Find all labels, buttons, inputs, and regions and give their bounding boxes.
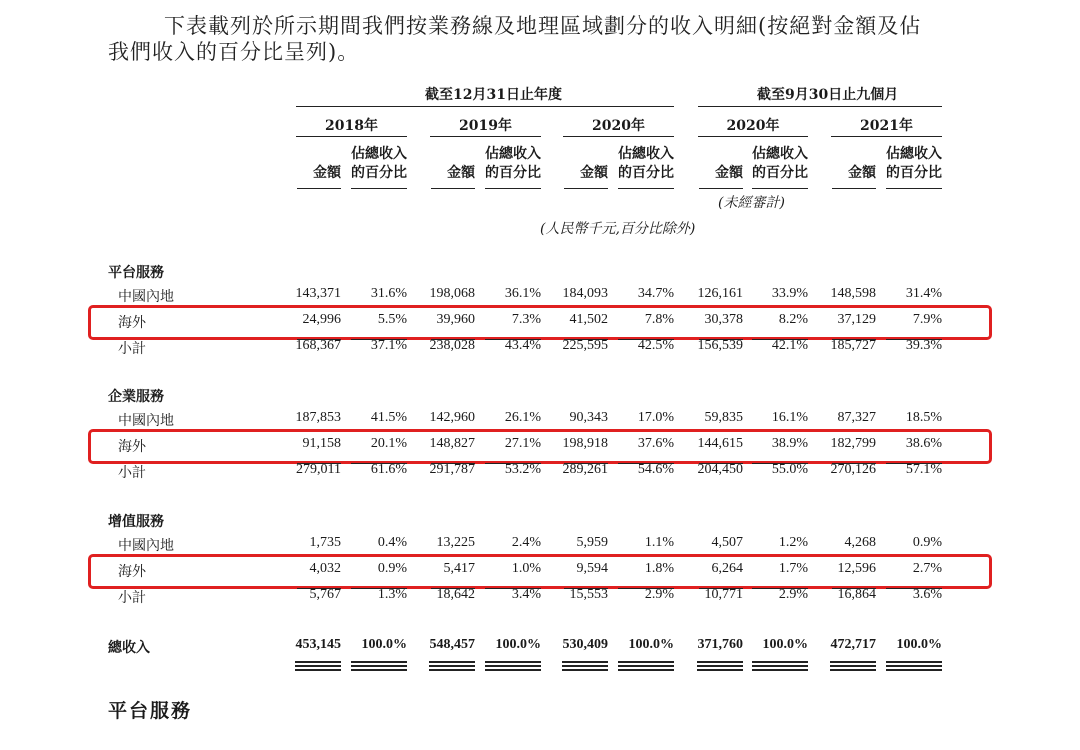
year-rule (430, 136, 541, 137)
table-cell: 0.9% (912, 535, 942, 550)
total-double-rule (752, 665, 808, 667)
next-section-heading: 平台服務 (108, 700, 193, 722)
table-cell: 1,735 (309, 535, 341, 550)
table-cell: 9,594 (576, 561, 608, 576)
table-cell: 16.1% (771, 410, 808, 425)
table-cell: 37.1% (370, 338, 407, 353)
table-cell: 31.4% (905, 286, 942, 301)
table-cell: 87,327 (837, 410, 876, 425)
table-cell: 5,767 (309, 587, 341, 602)
total-double-rule (562, 661, 608, 663)
table-cell: 13,225 (436, 535, 475, 550)
year-rule (698, 136, 808, 137)
table-cell: 7.3% (511, 312, 541, 327)
table-cell: 2.9% (644, 587, 674, 602)
table-cell: 148,598 (830, 286, 876, 301)
total-cell: 472,717 (830, 637, 876, 652)
table-cell: 39.3% (905, 338, 942, 353)
table-cell: 57.1% (905, 462, 942, 477)
table-cell: 16,864 (837, 587, 876, 602)
table-cell: 238,028 (429, 338, 475, 353)
year-rule (831, 136, 942, 137)
col-header-pct-line2: 的百分比 (351, 165, 407, 181)
table-cell: 144,615 (697, 436, 743, 451)
row-label: 中國內地 (118, 413, 174, 429)
col-header-pct-line2: 的百分比 (886, 165, 942, 181)
table-cell: 2.9% (778, 587, 808, 602)
table-cell: 24,996 (302, 312, 341, 327)
table-cell: 291,787 (429, 462, 475, 477)
total-double-rule (697, 669, 743, 671)
table-cell: 90,343 (569, 410, 608, 425)
table-cell: 198,918 (562, 436, 608, 451)
unaudited-note: (未經審計) (718, 195, 785, 211)
col-header-rule (297, 188, 341, 189)
total-cell: 100.0% (896, 637, 942, 652)
row-label: 小計 (118, 341, 146, 357)
col-header-amount: 金額 (715, 165, 743, 181)
table-cell: 198,068 (429, 286, 475, 301)
table-cell: 38.9% (771, 436, 808, 451)
table-cell: 142,960 (429, 410, 475, 425)
table-cell: 55.0% (771, 462, 808, 477)
total-cell: 100.0% (495, 637, 541, 652)
row-label: 中國內地 (118, 289, 174, 305)
total-double-rule (752, 669, 808, 671)
total-double-rule (295, 665, 341, 667)
table-cell: 38.6% (905, 436, 942, 451)
table-cell: 1.7% (778, 561, 808, 576)
table-cell: 0.4% (377, 535, 407, 550)
year-rule (563, 136, 674, 137)
total-double-rule (830, 665, 876, 667)
table-cell: 20.1% (370, 436, 407, 451)
table-cell: 7.8% (644, 312, 674, 327)
table-cell: 126,161 (697, 286, 743, 301)
table-cell: 41.5% (370, 410, 407, 425)
table-cell: 204,450 (697, 462, 743, 477)
total-double-rule (429, 669, 475, 671)
table-cell: 91,158 (302, 436, 341, 451)
table-cell: 42.5% (637, 338, 674, 353)
total-cell: 530,409 (562, 637, 608, 652)
table-cell: 289,261 (562, 462, 608, 477)
total-double-rule (485, 669, 541, 671)
table-cell: 54.6% (637, 462, 674, 477)
col-header-rule (351, 188, 407, 189)
table-cell: 59,835 (704, 410, 743, 425)
total-double-rule (351, 661, 407, 663)
total-double-rule (618, 661, 674, 663)
table-cell: 1.0% (511, 561, 541, 576)
table-cell: 1.3% (377, 587, 407, 602)
table-cell: 41,502 (569, 312, 608, 327)
intro-line-2: 我們收入的百分比呈列)。 (108, 40, 360, 64)
table-cell: 279,011 (296, 462, 341, 477)
section-title: 企業服務 (108, 389, 164, 405)
col-header-pct-line2: 的百分比 (618, 165, 674, 181)
year-heading: 2018年 (325, 118, 378, 134)
table-cell: 1.1% (644, 535, 674, 550)
col-header-pct-line1: 佔總收入 (886, 146, 942, 162)
table-cell: 12,596 (837, 561, 876, 576)
total-cell: 371,760 (697, 637, 743, 652)
table-cell: 18,642 (436, 587, 475, 602)
col-header-amount: 金額 (313, 165, 341, 181)
table-cell: 37,129 (837, 312, 876, 327)
total-cell: 548,457 (429, 637, 475, 652)
col-header-rule (699, 188, 743, 189)
table-cell: 225,595 (562, 338, 608, 353)
total-double-rule (429, 661, 475, 663)
row-label: 小計 (118, 465, 146, 481)
col-header-rule (618, 188, 674, 189)
table-cell: 2.4% (511, 535, 541, 550)
header-group-year-end: 截至12月31日止年度 (425, 87, 562, 103)
total-double-rule (618, 665, 674, 667)
table-cell: 34.7% (637, 286, 674, 301)
table-cell: 156,539 (697, 338, 743, 353)
col-header-rule (431, 188, 475, 189)
year-heading: 2019年 (459, 118, 512, 134)
year-heading: 2021年 (860, 118, 913, 134)
total-double-rule (697, 665, 743, 667)
total-cell: 453,145 (295, 637, 341, 652)
year-rule (296, 136, 407, 137)
row-label: 海外 (118, 315, 146, 331)
table-cell: 6,264 (711, 561, 743, 576)
table-cell: 17.0% (637, 410, 674, 425)
col-header-pct-line1: 佔總收入 (351, 146, 407, 162)
total-double-rule (886, 669, 942, 671)
table-cell: 2.7% (912, 561, 942, 576)
intro-line-1: 下表載列於所示期間我們按業務線及地理區域劃分的收入明細(按絕對金額及佔 (164, 14, 922, 38)
total-label: 總收入 (108, 640, 150, 656)
total-double-rule (886, 665, 942, 667)
col-header-rule (752, 188, 808, 189)
header-group-rule-2 (698, 106, 942, 107)
total-cell: 100.0% (361, 637, 407, 652)
table-cell: 4,268 (844, 535, 876, 550)
col-header-pct-line1: 佔總收入 (485, 146, 541, 162)
table-cell: 5,959 (576, 535, 608, 550)
col-header-rule (485, 188, 541, 189)
total-double-rule (351, 669, 407, 671)
table-cell: 53.2% (504, 462, 541, 477)
table-cell: 4,507 (711, 535, 743, 550)
table-cell: 185,727 (830, 338, 876, 353)
table-cell: 3.4% (511, 587, 541, 602)
table-cell: 42.1% (771, 338, 808, 353)
table-cell: 143,371 (295, 286, 341, 301)
table-cell: 26.1% (504, 410, 541, 425)
row-label: 海外 (118, 439, 146, 455)
table-cell: 37.6% (637, 436, 674, 451)
table-cell: 15,553 (569, 587, 608, 602)
table-cell: 30,378 (704, 312, 743, 327)
table-cell: 182,799 (830, 436, 876, 451)
year-heading: 2020年 (726, 118, 780, 134)
table-cell: 3.6% (912, 587, 942, 602)
col-header-pct-line2: 的百分比 (485, 165, 541, 181)
table-cell: 4,032 (309, 561, 341, 576)
col-header-rule (886, 188, 942, 189)
table-cell: 61.6% (370, 462, 407, 477)
table-cell: 148,827 (429, 436, 475, 451)
total-double-rule (886, 661, 942, 663)
table-cell: 33.9% (771, 286, 808, 301)
total-double-rule (295, 669, 341, 671)
total-double-rule (485, 661, 541, 663)
col-header-amount: 金額 (447, 165, 475, 181)
table-cell: 10,771 (704, 587, 743, 602)
table-cell: 36.1% (504, 286, 541, 301)
table-cell: 8.2% (778, 312, 808, 327)
col-header-pct-line1: 佔總收入 (752, 146, 808, 162)
total-double-rule (752, 661, 808, 663)
total-double-rule (697, 661, 743, 663)
header-group-rule-1 (296, 106, 674, 107)
table-cell: 18.5% (905, 410, 942, 425)
row-label: 小計 (118, 590, 146, 606)
row-label: 海外 (118, 564, 146, 580)
col-header-rule (832, 188, 876, 189)
table-cell: 27.1% (504, 436, 541, 451)
table-cell: 39,960 (436, 312, 475, 327)
header-group-nine-months: 截至9月30日止九個月 (757, 87, 899, 103)
table-cell: 7.9% (912, 312, 942, 327)
section-title: 平台服務 (108, 265, 164, 281)
table-cell: 31.6% (370, 286, 407, 301)
year-heading: 2020年 (592, 118, 645, 134)
col-header-amount: 金額 (580, 165, 608, 181)
total-double-rule (351, 665, 407, 667)
section-title: 增值服務 (108, 514, 164, 530)
table-cell: 168,367 (295, 338, 341, 353)
table-cell: 184,093 (562, 286, 608, 301)
col-header-pct-line1: 佔總收入 (618, 146, 674, 162)
table-cell: 0.9% (377, 561, 407, 576)
table-cell: 1.2% (778, 535, 808, 550)
total-double-rule (562, 669, 608, 671)
row-label: 中國內地 (118, 538, 174, 554)
total-double-rule (562, 665, 608, 667)
total-cell: 100.0% (762, 637, 808, 652)
table-cell: 5.5% (377, 312, 407, 327)
unit-note: (人民幣千元,百分比除外) (540, 221, 696, 237)
table-cell: 1.8% (644, 561, 674, 576)
total-double-rule (618, 669, 674, 671)
total-cell: 100.0% (628, 637, 674, 652)
total-double-rule (485, 665, 541, 667)
total-double-rule (830, 661, 876, 663)
total-double-rule (830, 669, 876, 671)
col-header-amount: 金額 (848, 165, 876, 181)
table-cell: 187,853 (295, 410, 341, 425)
table-cell: 43.4% (504, 338, 541, 353)
table-cell: 270,126 (830, 462, 876, 477)
total-double-rule (429, 665, 475, 667)
table-cell: 5,417 (443, 561, 475, 576)
total-double-rule (295, 661, 341, 663)
col-header-pct-line2: 的百分比 (752, 165, 808, 181)
col-header-rule (564, 188, 608, 189)
